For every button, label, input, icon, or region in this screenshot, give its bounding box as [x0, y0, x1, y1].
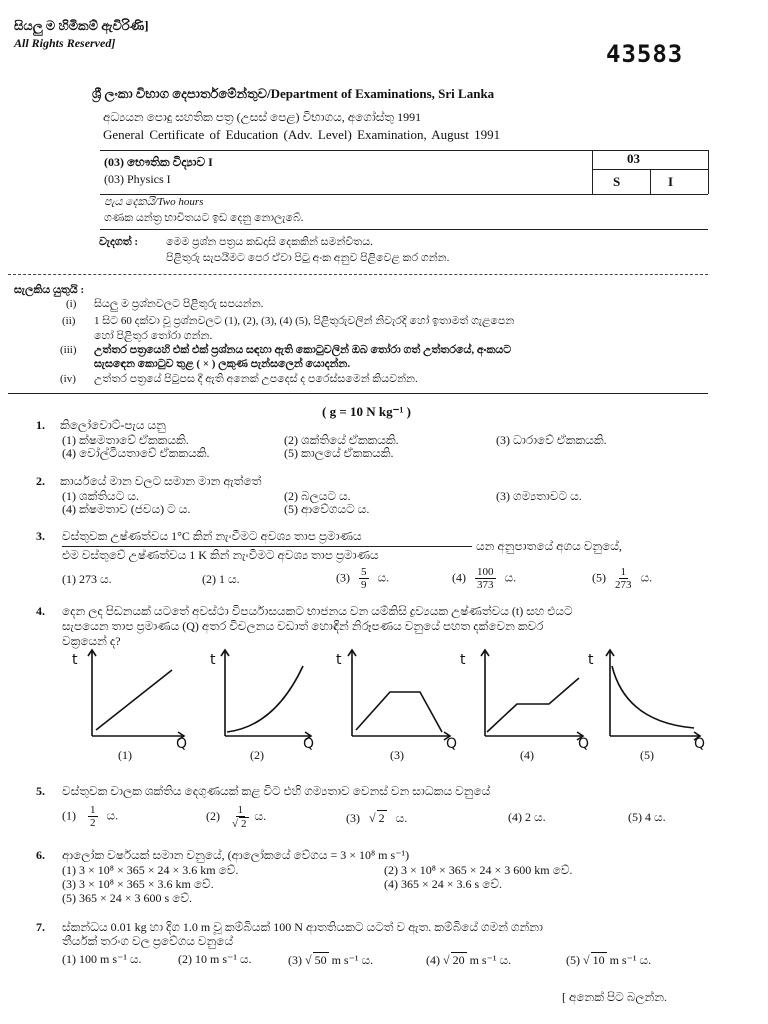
q4-axis-q: Q — [578, 736, 590, 752]
q2-option-3: (3) ගම්‍යතාවට ය. — [496, 489, 582, 503]
instruction-num: (i) — [66, 298, 77, 310]
q5-option-2: (2) $\frac{1}{√ 2}$ ය. — [206, 804, 267, 831]
instruction-num: (iii) — [60, 344, 77, 356]
q7-option-2: (2) 10 m s⁻¹ ය. — [178, 952, 252, 966]
exam-title-en: General Certificate of Education (Adv. Level) Examination, August 1991 — [103, 127, 501, 142]
q4-axis-t: t — [588, 652, 594, 668]
note-2: පිළිතුරු සැපයීමට පෙර ඒවා පිටු අංක අනුව පිළිවෙළ කර ගන්න. — [166, 252, 450, 264]
department: ශ්‍රී ලංකා විභාග දෙපාර්තමේන්තුව/Department of Examinations, Sri Lanka — [92, 86, 495, 101]
q1-stem: කිලෝවොට්-පැය යනු — [60, 418, 166, 432]
q2-option-4: (4) ක්ෂමතාව (ජවය) ට ය. — [62, 502, 191, 516]
q7-option-1: (1) 100 m s⁻¹ ය. — [62, 952, 142, 966]
q4-axis-q: Q — [446, 736, 458, 752]
q7-stem-line2: තීර්යක් තරංග වල ප්‍රවේගය වනුයේ — [62, 934, 234, 948]
q5-option-1: (1) $\frac{1}{2}$ ය. — [62, 804, 119, 830]
instruction-text: උත්තර පත්‍රයෙහි එක් එක් ප්‍රශ්නය සඳහා ඇති කොටුවලින් ඔබ තෝරා ගත් උත්තරයේ, අංකයට — [94, 344, 512, 356]
q1-option-5: (5) කාලයේ ඒකකයකි. — [284, 446, 394, 460]
page-footer-turn-over: [ අනෙක් පිට බලන්න. — [562, 990, 668, 1004]
instructions-label: සැලකිය යුතුයි : — [14, 284, 85, 296]
q4-graph-1 — [68, 648, 188, 748]
q4-axis-q: Q — [694, 736, 706, 752]
instruction-text: සැසඳෙන කොටුව තුළ ( × ) ලකුණ පැන්සලෙන් යොදන්න. — [94, 358, 351, 370]
instruction-text: 1 සිට 60 දක්වා වූ ප්‍රශ්නවලට (1), (2), (3), (4) (5), පිළිතුරුවලින් නිවැරදි හෝ ඉතාමත් ගැළපෙන — [94, 315, 515, 327]
sinhala-rights: සියලු ම හිමිකම් ඇවිරිණි] — [14, 18, 149, 33]
exam-title-si: අධ්‍යයන පොදු සහතික පත්‍ර (උසස් පෙළ) විභාගය, අගෝස්තු 1991 — [103, 110, 422, 124]
q4-graph-5 — [596, 648, 706, 748]
q2-stem: කාර්යයේ මාන වලට සමාන මාන ඇත්තේ — [60, 474, 262, 488]
q4-stem-line3: වක්‍රයෙන් ද? — [62, 634, 121, 648]
q2-option-5: (5) ආවේගයට ය. — [284, 502, 370, 516]
note-1: මෙම ප්‍රශ්න පත්‍රය කඩදාසි දෙකකින් සමන්විතය. — [166, 236, 373, 248]
q3-option-3: (3) $\frac{5}{9}$ ය. — [336, 566, 390, 592]
q4-graph-label: (1) — [118, 748, 132, 762]
q7-option-3: (3) √ 50 m s⁻¹ ය. — [288, 953, 374, 967]
q1-option-3: (3) ධාරාවේ ඒකකයකි. — [496, 433, 607, 447]
q4-axis-t: t — [210, 652, 216, 668]
table-top-rule — [100, 150, 708, 151]
q4-axis-q: Q — [303, 736, 315, 752]
q6-option-2: (2) 3 × 10⁸ × 365 × 24 × 3 600 km වේ. — [384, 863, 573, 877]
q7-number: 7. — [36, 920, 45, 934]
instruction-text: හෝ පිළිතුර තෝරා ගන්න. — [94, 330, 213, 342]
q7-option-4: (4) √ 20 m s⁻¹ ය. — [426, 953, 512, 967]
q1-option-2: (2) ශක්තියේ ඒකකයකි. — [284, 433, 399, 447]
header-rule — [100, 229, 708, 230]
subject-en: (03) Physics I — [104, 172, 171, 186]
q3-option-4: (4) $\frac{100}{373}$ ය. — [452, 566, 517, 592]
q4-stem-line2: සැපයෙන තාප ප්‍රමාණය (Q) අතර විචලනය වඩාත් හොඳින් නිරූපණය වනුයේ පහත දක්වෙන කවර — [62, 619, 544, 633]
q4-graph-label: (3) — [390, 748, 404, 762]
q4-graph-label: (2) — [250, 748, 264, 762]
q2-option-1: (1) ශක්තියට ය. — [62, 489, 139, 503]
q4-axis-q: Q — [176, 736, 188, 752]
q5-option-4: (4) 2 ය. — [508, 810, 546, 824]
q4-graph-3 — [332, 648, 456, 748]
paper-code: 43583 — [606, 40, 684, 68]
q3-ratio-bar — [62, 546, 472, 547]
q1-number: 1. — [36, 418, 45, 432]
q3-option-2: (2) 1 ය. — [202, 572, 240, 586]
box-right-rule — [708, 150, 709, 194]
q4-axis-t: t — [336, 652, 342, 668]
instruction-num: (ii) — [62, 315, 76, 327]
note-label: වැදගත් : — [99, 236, 139, 248]
q4-graph-4 — [465, 648, 589, 748]
q5-stem: වස්තුවක චාලක ශක්තිය දෙගුණයක් කළ විට එහි ගම්‍යතාව වෙනස් වන සාධකය වනුයේ — [62, 784, 491, 798]
table-bottom-rule — [100, 194, 708, 195]
g-value: ( g = 10 N kg⁻¹ ) — [322, 404, 411, 419]
q5-option-5: (5) 4 ය. — [628, 810, 666, 824]
q6-option-1: (1) 3 × 10⁸ × 365 × 24 × 3.6 km වේ. — [62, 863, 239, 877]
box-i: I — [668, 174, 674, 189]
q5-number: 5. — [36, 784, 45, 798]
q7-option-5: (5) √ 10 m s⁻¹ ය. — [566, 953, 652, 967]
box-mid-h-rule — [592, 169, 708, 170]
q2-number: 2. — [36, 474, 45, 488]
q4-graph-2 — [205, 648, 315, 748]
q3-number: 3. — [36, 529, 45, 543]
q6-option-5: (5) 365 × 24 × 3 600 s වේ. — [62, 891, 192, 905]
box-mid-rule — [650, 169, 651, 194]
instruction-text: උත්තර පත්‍රයේ පිටුපස දී ඇති අනෙක් උපදෙස් ද පරෙස්සමෙන් කියවන්න. — [94, 373, 418, 385]
q6-option-4: (4) 365 × 24 × 3.6 s වේ. — [384, 877, 502, 891]
q4-number: 4. — [36, 604, 45, 618]
q4-graph-label: (5) — [640, 748, 654, 762]
box-code: 03 — [627, 151, 640, 166]
rights-reserved: All Rights Reserved] — [14, 36, 116, 50]
q3-option-5: (5) $\frac{1}{273}$ ය. — [592, 566, 653, 592]
q4-axis-t: t — [72, 652, 78, 668]
q6-number: 6. — [36, 848, 45, 862]
instructions-rule — [8, 393, 708, 394]
q2-option-2: (2) බලයට ය. — [284, 489, 351, 503]
calculator-note: ගණක යන්ත්‍ර භාවිතයට ඉඩ දෙනු නොලැබේ. — [104, 212, 304, 224]
q3-ratio-numerator: වස්තුවක උෂ්ණත්වය 1°C කින් නැංවීමට අවශ්‍ය තාප ප්‍රමාණය — [62, 529, 362, 543]
q4-axis-t: t — [460, 652, 466, 668]
instruction-text: සියලු ම ප්‍රශ්නවලට පිළිතුරු සපයන්න. — [94, 298, 264, 310]
duration: පැය දෙකයි/Two hours — [104, 196, 204, 208]
q1-option-1: (1) ක්ෂමතාවේ ඒකකයකි. — [62, 433, 189, 447]
q3-option-1: (1) 273 ය. — [62, 572, 112, 586]
q1-option-4: (4) වෝල්ටීයතාවේ ඒකකයකි. — [62, 446, 210, 460]
box-s: S — [613, 174, 621, 189]
q4-stem-line1: දෙන ලද පිඩනයක් යටතේ අවස්ථා විපර්යාසයකට භාජනය වන යම්කිසි ද්‍රව්‍යයක උෂ්ණත්වය (t) සහ එයට — [62, 604, 573, 618]
q4-graph-label: (4) — [520, 748, 534, 762]
q3-stem-tail: යන අනුපාතයේ අගය වනුයේ, — [476, 539, 622, 553]
subject-si: (03) භෞතික විද්‍යාව I — [104, 155, 213, 169]
instruction-num: (iv) — [60, 373, 76, 385]
q6-option-3: (3) 3 × 10⁸ × 365 × 3.6 km වේ. — [62, 877, 214, 891]
q7-stem-line1: ස්කන්ධය 0.01 kg හා දිග 1.0 m වූ කම්බියක් 100 N ආතතියකට යටත් ව ඇත. කම්බියේ ගමන් ගන්නා — [62, 920, 543, 934]
dashed-separator — [8, 274, 708, 275]
q6-stem: ආලෝක වර්ෂයක් සමාන වනුයේ, (ආලෝකයේ වේගය = 3 × 10⁸ m s⁻¹) — [62, 848, 410, 862]
q5-option-3: (3) √ 2 ය. — [346, 811, 408, 825]
box-left-rule — [592, 150, 593, 194]
q3-ratio-denominator: එම වස්තුවේ උෂ්ණත්වය 1 K කින් නැංවීමට අවශ්‍ය තාප ප්‍රමාණය — [62, 548, 379, 562]
